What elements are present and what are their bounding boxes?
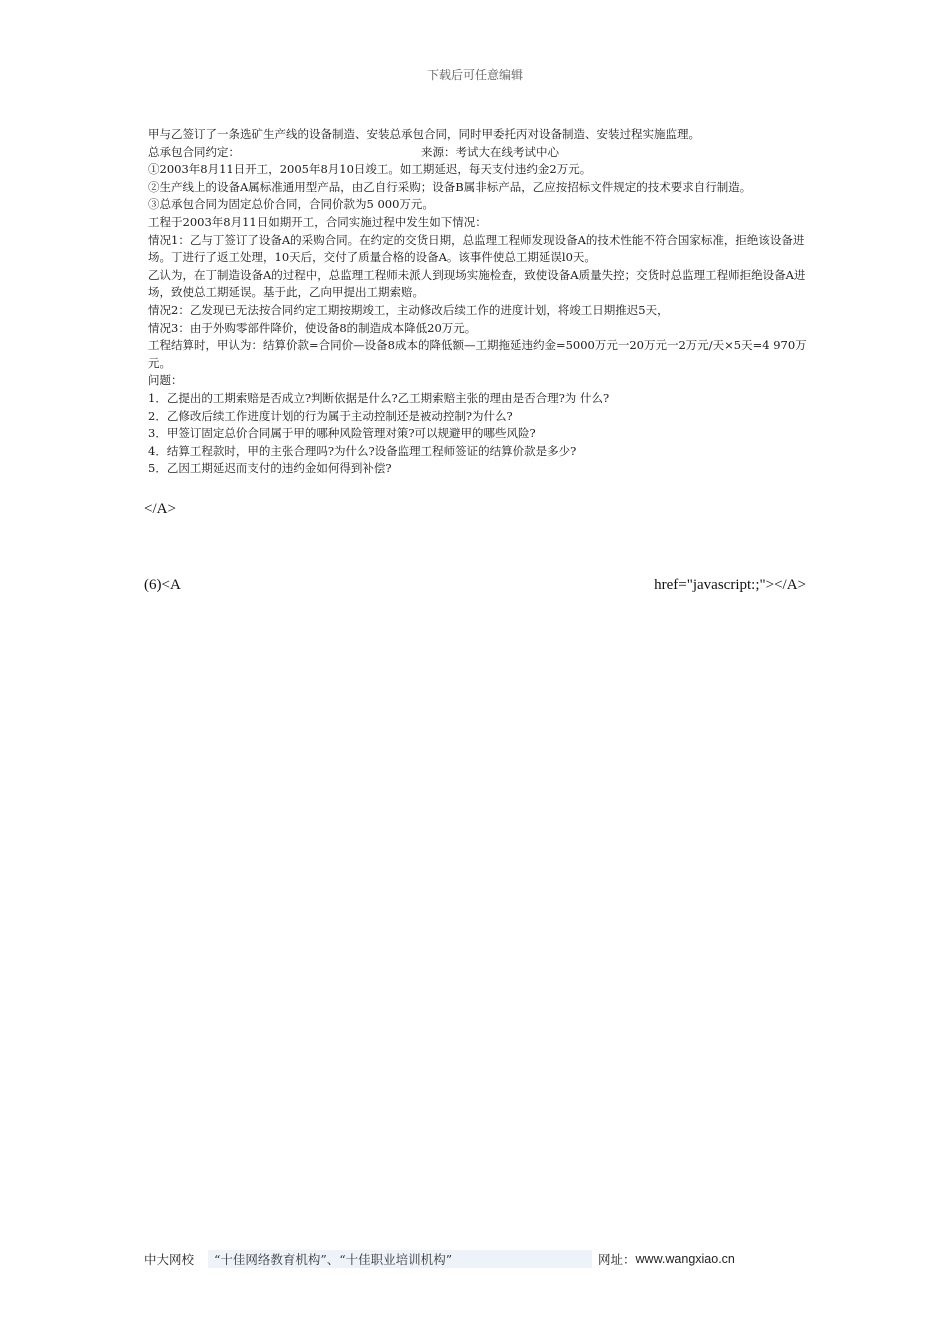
question-4: 4．结算工程款时，甲的主张合理吗?为什么?设备监理工程师签证的结算价款是多少?: [148, 443, 577, 458]
case-3: 情况3：由于外购零部件降价，使设备8的制造成本降低20万元。: [148, 320, 477, 335]
contract-item-1: ①2003年8月11日开工，2005年8月10日竣工。如工期延迟，每天支付违约金2万元。: [148, 162, 592, 177]
question-5: 5．乙因工期延迟而支付的违约金如何得到补偿?: [148, 461, 392, 476]
contract-item-3: ③总承包合同为固定总价合同，合同价款为5 000万元。: [148, 197, 434, 212]
intro-paragraph: 甲与乙签订了一条选矿生产线的设备制造、安装总承包合同，同时甲委托丙对设备制造、安装过程实施监理。: [148, 127, 700, 141]
footer-brand: 中大网校: [144, 1252, 195, 1267]
progress-paragraph: 工程于2003年8月11日如期开工，合同实施过程中发生如下情况：: [148, 214, 487, 229]
document-body: [148, 126, 808, 478]
contract-source-line: [148, 144, 808, 162]
contract-label: 总承包合同约定：: [148, 144, 240, 159]
question-3: 3．甲签订固定总价合同属于甲的哪种风险管理对策?可以规避甲的哪些风险?: [148, 426, 536, 441]
page-header-note: 下载后可任意编辑: [426, 68, 523, 82]
settlement-paragraph: 工程结算时，甲认为：结算价款=合同价—设备8成本的降低额—工期拖延违约金=5000万元一20万元一2万元/天×5天=4 970万元。: [148, 338, 807, 370]
footer-tagline: “十佳网络教育机构”、“十佳职业培训机构”: [208, 1250, 592, 1268]
anchor-fragment-left: (6)<A: [144, 577, 181, 593]
contract-item-2: ②生产线上的设备A属标准通用型产品，由乙自行采购；设备B属非标产品，乙应按招标文件规定的技术要求自行制造。: [148, 179, 752, 194]
footer-site-label: 网址：: [598, 1252, 636, 1267]
footer-site-url[interactable]: www.wangxiao.cn: [635, 1252, 735, 1266]
closing-anchor-text: </A>: [144, 501, 176, 517]
page-footer: [144, 1250, 844, 1268]
case-1-continued: 乙认为，在丁制造设备A的过程中，总监理工程师未派人到现场实施检查，致使设备A质量失控；交货时总监理工程师拒绝设备A进场，致使总工期延误。基于此，乙向甲提出工期索赔。: [148, 267, 806, 300]
questions-label: 问题：: [148, 373, 183, 388]
question-1: 1．乙提出的工期索赔是否成立?判断依据是什么?乙工期索赔主张的理由是否合理?为 什么?: [148, 390, 610, 405]
case-1: 情况1：乙与丁签订了设备A的采购合同。在约定的交货日期，总监理工程师发现设备A的技术性能不符合国家标准，拒绝该设备进场。丁进行了返工处理，10天后，交付了质量合格的设备A。该事件使总工期延误l0天。: [148, 232, 805, 265]
anchor-fragment-right[interactable]: href="javascript:;"></A>: [654, 577, 806, 593]
case-2: 情况2：乙发现已无法按合同约定工期按期竣工，主动修改后续工作的进度计划，将竣工日期推迟5天，: [148, 302, 669, 317]
question-2: 2．乙修改后续工作进度计划的行为属于主动控制还是被动控制?为什么?: [148, 408, 513, 423]
source-label: 来源：考试大在线考试中心: [421, 144, 559, 159]
